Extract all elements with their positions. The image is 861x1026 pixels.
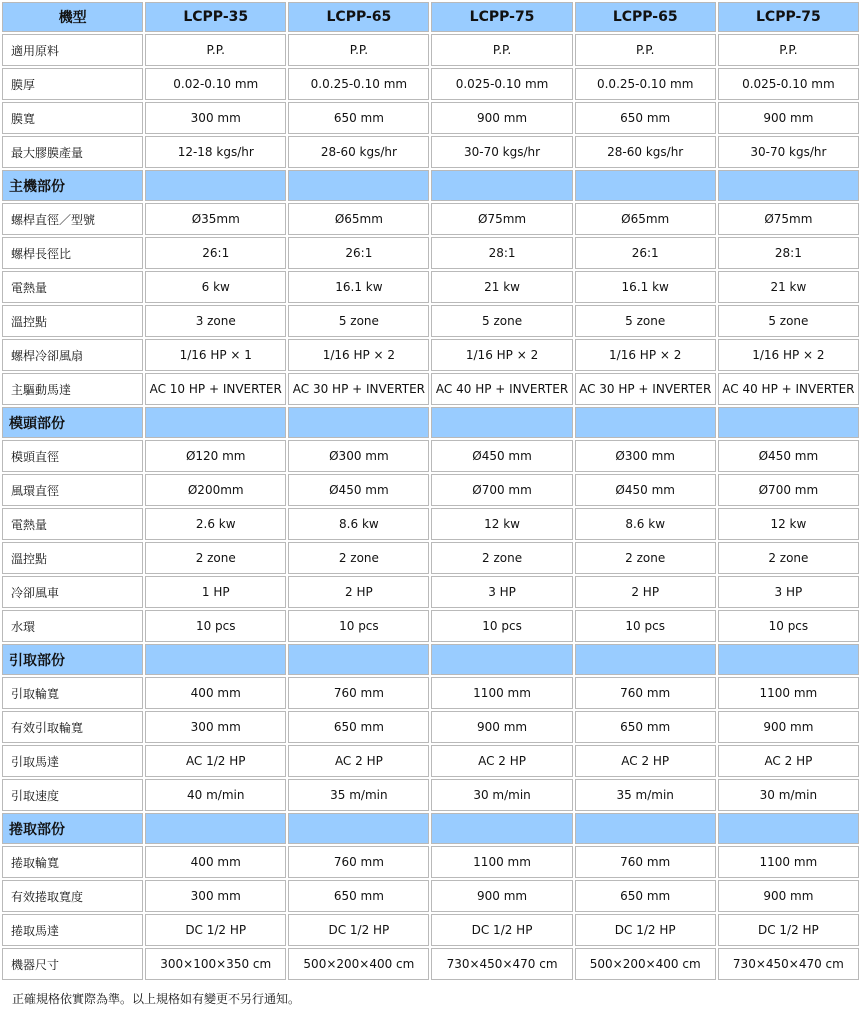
- spec-value-cell: 28-60 kgs/hr: [288, 136, 429, 168]
- spec-value-cell: 760 mm: [288, 846, 429, 878]
- spec-value-cell: 30-70 kgs/hr: [431, 136, 572, 168]
- row-label: 冷卻風車: [2, 576, 143, 608]
- spec-value-cell: 300×100×350 cm: [145, 948, 286, 980]
- header-model: LCPP-75: [718, 2, 859, 32]
- spec-value-cell: AC 30 HP + INVERTER: [575, 373, 716, 405]
- section-header-row: [2, 170, 859, 201]
- spec-value-cell: 650 mm: [575, 880, 716, 912]
- spec-value-cell: 900 mm: [431, 880, 572, 912]
- row-label: 模頭直徑: [2, 440, 143, 472]
- section-filler-cell: [575, 644, 716, 675]
- spec-value-cell: 3 HP: [718, 576, 859, 608]
- spec-value-cell: 12 kw: [431, 508, 572, 540]
- spec-value-cell: 26:1: [145, 237, 286, 269]
- section-title: 模頭部份: [2, 407, 143, 438]
- spec-value-cell: 760 mm: [575, 846, 716, 878]
- spec-value-cell: P.P.: [575, 34, 716, 66]
- spec-value-cell: 2 zone: [431, 542, 572, 574]
- table-row: [2, 305, 859, 337]
- row-label: 螺桿直徑／型號: [2, 203, 143, 235]
- table-row: [2, 339, 859, 371]
- section-filler-cell: [718, 407, 859, 438]
- spec-value-cell: Ø450 mm: [575, 474, 716, 506]
- spec-value-cell: 5 zone: [575, 305, 716, 337]
- spec-value-cell: 730×450×470 cm: [431, 948, 572, 980]
- row-label: 捲取馬達: [2, 914, 143, 946]
- spec-value-cell: Ø35mm: [145, 203, 286, 235]
- section-header-row: [2, 644, 859, 675]
- spec-value-cell: 1/16 HP × 2: [718, 339, 859, 371]
- row-label: 電熱量: [2, 271, 143, 303]
- spec-value-cell: 300 mm: [145, 880, 286, 912]
- spec-value-cell: 300 mm: [145, 711, 286, 743]
- section-header-row: [2, 407, 859, 438]
- section-filler-cell: [431, 170, 572, 201]
- section-filler-cell: [431, 407, 572, 438]
- spec-value-cell: Ø200mm: [145, 474, 286, 506]
- spec-value-cell: 900 mm: [431, 102, 572, 134]
- section-filler-cell: [718, 170, 859, 201]
- section-title: 引取部份: [2, 644, 143, 675]
- spec-value-cell: AC 40 HP + INVERTER: [431, 373, 572, 405]
- row-label: 適用原料: [2, 34, 143, 66]
- spec-value-cell: 300 mm: [145, 102, 286, 134]
- spec-value-cell: 650 mm: [575, 102, 716, 134]
- spec-value-cell: 21 kw: [431, 271, 572, 303]
- table-row: [2, 677, 859, 709]
- spec-value-cell: 28:1: [718, 237, 859, 269]
- spec-value-cell: DC 1/2 HP: [431, 914, 572, 946]
- row-label: 最大膠膜產量: [2, 136, 143, 168]
- spec-value-cell: 28:1: [431, 237, 572, 269]
- spec-value-cell: 2 zone: [145, 542, 286, 574]
- header-model: LCPP-65: [575, 2, 716, 32]
- section-title: 主機部份: [2, 170, 143, 201]
- table-row: [2, 237, 859, 269]
- spec-value-cell: 760 mm: [575, 677, 716, 709]
- spec-value-cell: P.P.: [718, 34, 859, 66]
- spec-value-cell: 2 zone: [575, 542, 716, 574]
- spec-value-cell: 2 zone: [718, 542, 859, 574]
- spec-value-cell: 5 zone: [288, 305, 429, 337]
- header-row: [2, 2, 859, 32]
- row-label: 螺桿冷卻風扇: [2, 339, 143, 371]
- spec-value-cell: Ø75mm: [718, 203, 859, 235]
- spec-value-cell: 28-60 kgs/hr: [575, 136, 716, 168]
- spec-value-cell: 400 mm: [145, 677, 286, 709]
- table-row: [2, 576, 859, 608]
- table-row: [2, 373, 859, 405]
- spec-value-cell: 900 mm: [431, 711, 572, 743]
- spec-value-cell: 900 mm: [718, 102, 859, 134]
- spec-value-cell: 1100 mm: [431, 846, 572, 878]
- spec-value-cell: DC 1/2 HP: [718, 914, 859, 946]
- section-filler-cell: [575, 813, 716, 844]
- spec-value-cell: Ø65mm: [288, 203, 429, 235]
- table-row: [2, 610, 859, 642]
- spec-value-cell: P.P.: [288, 34, 429, 66]
- table-row: [2, 34, 859, 66]
- spec-value-cell: DC 1/2 HP: [288, 914, 429, 946]
- spec-value-cell: 3 zone: [145, 305, 286, 337]
- spec-value-cell: 0.025-0.10 mm: [718, 68, 859, 100]
- spec-value-cell: 21 kw: [718, 271, 859, 303]
- spec-table-body: [2, 2, 859, 980]
- spec-value-cell: 8.6 kw: [575, 508, 716, 540]
- row-label: 捲取輪寬: [2, 846, 143, 878]
- section-filler-cell: [288, 170, 429, 201]
- spec-value-cell: DC 1/2 HP: [575, 914, 716, 946]
- section-filler-cell: [145, 170, 286, 201]
- table-row: [2, 68, 859, 100]
- spec-value-cell: 900 mm: [718, 711, 859, 743]
- table-row: [2, 542, 859, 574]
- row-label: 引取速度: [2, 779, 143, 811]
- spec-value-cell: 900 mm: [718, 880, 859, 912]
- spec-value-cell: 26:1: [575, 237, 716, 269]
- table-row: [2, 914, 859, 946]
- spec-value-cell: 30 m/min: [431, 779, 572, 811]
- spec-value-cell: Ø75mm: [431, 203, 572, 235]
- header-model: LCPP-65: [288, 2, 429, 32]
- table-row: [2, 711, 859, 743]
- spec-value-cell: 16.1 kw: [575, 271, 716, 303]
- spec-value-cell: 40 m/min: [145, 779, 286, 811]
- spec-value-cell: 650 mm: [288, 102, 429, 134]
- section-filler-cell: [718, 644, 859, 675]
- spec-value-cell: 5 zone: [431, 305, 572, 337]
- section-filler-cell: [718, 813, 859, 844]
- spec-value-cell: 2 zone: [288, 542, 429, 574]
- spec-value-cell: AC 2 HP: [431, 745, 572, 777]
- row-label: 溫控點: [2, 542, 143, 574]
- spec-value-cell: Ø450 mm: [288, 474, 429, 506]
- header-label: 機型: [2, 2, 143, 32]
- row-label: 機器尺寸: [2, 948, 143, 980]
- spec-value-cell: 10 pcs: [718, 610, 859, 642]
- table-row: [2, 948, 859, 980]
- section-header-row: [2, 813, 859, 844]
- table-row: [2, 880, 859, 912]
- spec-value-cell: 10 pcs: [431, 610, 572, 642]
- spec-value-cell: 30 m/min: [718, 779, 859, 811]
- spec-value-cell: 2 HP: [288, 576, 429, 608]
- spec-value-cell: 0.0.25-0.10 mm: [575, 68, 716, 100]
- section-filler-cell: [575, 170, 716, 201]
- spec-value-cell: DC 1/2 HP: [145, 914, 286, 946]
- section-filler-cell: [431, 813, 572, 844]
- spec-value-cell: 12 kw: [718, 508, 859, 540]
- spec-value-cell: 0.025-0.10 mm: [431, 68, 572, 100]
- section-filler-cell: [575, 407, 716, 438]
- spec-value-cell: Ø300 mm: [575, 440, 716, 472]
- spec-value-cell: 2.6 kw: [145, 508, 286, 540]
- spec-value-cell: 16.1 kw: [288, 271, 429, 303]
- spec-value-cell: 26:1: [288, 237, 429, 269]
- section-filler-cell: [288, 813, 429, 844]
- spec-value-cell: AC 2 HP: [718, 745, 859, 777]
- spec-value-cell: 35 m/min: [575, 779, 716, 811]
- table-row: [2, 271, 859, 303]
- row-label: 主驅動馬達: [2, 373, 143, 405]
- spec-value-cell: 8.6 kw: [288, 508, 429, 540]
- spec-value-cell: 12-18 kgs/hr: [145, 136, 286, 168]
- spec-value-cell: 1 HP: [145, 576, 286, 608]
- row-label: 溫控點: [2, 305, 143, 337]
- spec-value-cell: 1/16 HP × 2: [288, 339, 429, 371]
- spec-value-cell: 35 m/min: [288, 779, 429, 811]
- spec-value-cell: 760 mm: [288, 677, 429, 709]
- spec-value-cell: 3 HP: [431, 576, 572, 608]
- footnote: 正確規格依實際為準。以上規格如有變更不另行通知。: [12, 992, 301, 1006]
- row-label: 引取輪寬: [2, 677, 143, 709]
- spec-value-cell: AC 2 HP: [288, 745, 429, 777]
- table-row: [2, 745, 859, 777]
- section-filler-cell: [288, 407, 429, 438]
- spec-value-cell: Ø300 mm: [288, 440, 429, 472]
- spec-value-cell: 1100 mm: [718, 846, 859, 878]
- spec-value-cell: 5 zone: [718, 305, 859, 337]
- table-row: [2, 846, 859, 878]
- spec-value-cell: P.P.: [145, 34, 286, 66]
- spec-value-cell: AC 30 HP + INVERTER: [288, 373, 429, 405]
- spec-value-cell: 1100 mm: [431, 677, 572, 709]
- row-label: 膜寬: [2, 102, 143, 134]
- table-row: [2, 779, 859, 811]
- spec-value-cell: 1100 mm: [718, 677, 859, 709]
- row-label: 螺桿長徑比: [2, 237, 143, 269]
- table-row: [2, 136, 859, 168]
- header-model: LCPP-35: [145, 2, 286, 32]
- spec-value-cell: 10 pcs: [575, 610, 716, 642]
- spec-value-cell: 10 pcs: [288, 610, 429, 642]
- spec-value-cell: 10 pcs: [145, 610, 286, 642]
- row-label: 風環直徑: [2, 474, 143, 506]
- spec-value-cell: 650 mm: [288, 880, 429, 912]
- section-filler-cell: [145, 644, 286, 675]
- spec-value-cell: 1/16 HP × 1: [145, 339, 286, 371]
- spec-value-cell: AC 10 HP + INVERTER: [145, 373, 286, 405]
- row-label: 有效引取輪寬: [2, 711, 143, 743]
- spec-value-cell: Ø700 mm: [718, 474, 859, 506]
- table-row: [2, 508, 859, 540]
- spec-value-cell: 30-70 kgs/hr: [718, 136, 859, 168]
- spec-value-cell: 730×450×470 cm: [718, 948, 859, 980]
- section-filler-cell: [288, 644, 429, 675]
- table-row: [2, 203, 859, 235]
- spec-value-cell: P.P.: [431, 34, 572, 66]
- header-model: LCPP-75: [431, 2, 572, 32]
- spec-value-cell: 400 mm: [145, 846, 286, 878]
- spec-value-cell: 650 mm: [575, 711, 716, 743]
- section-filler-cell: [145, 407, 286, 438]
- spec-value-cell: 1/16 HP × 2: [575, 339, 716, 371]
- spec-value-cell: 650 mm: [288, 711, 429, 743]
- table-row: [2, 474, 859, 506]
- spec-value-cell: Ø450 mm: [431, 440, 572, 472]
- table-row: [2, 102, 859, 134]
- spec-value-cell: 0.02-0.10 mm: [145, 68, 286, 100]
- spec-value-cell: 500×200×400 cm: [288, 948, 429, 980]
- spec-value-cell: Ø700 mm: [431, 474, 572, 506]
- row-label: 引取馬達: [2, 745, 143, 777]
- table-row: [2, 440, 859, 472]
- section-filler-cell: [431, 644, 572, 675]
- spec-value-cell: AC 2 HP: [575, 745, 716, 777]
- spec-value-cell: 6 kw: [145, 271, 286, 303]
- spec-value-cell: 1/16 HP × 2: [431, 339, 572, 371]
- row-label: 電熱量: [2, 508, 143, 540]
- spec-value-cell: Ø120 mm: [145, 440, 286, 472]
- row-label: 水環: [2, 610, 143, 642]
- spec-value-cell: 500×200×400 cm: [575, 948, 716, 980]
- spec-value-cell: AC 40 HP + INVERTER: [718, 373, 859, 405]
- spec-value-cell: 2 HP: [575, 576, 716, 608]
- spec-value-cell: 0.0.25-0.10 mm: [288, 68, 429, 100]
- section-title: 捲取部份: [2, 813, 143, 844]
- spec-value-cell: AC 1/2 HP: [145, 745, 286, 777]
- spec-value-cell: Ø65mm: [575, 203, 716, 235]
- row-label: 膜厚: [2, 68, 143, 100]
- row-label: 有效捲取寬度: [2, 880, 143, 912]
- spec-value-cell: Ø450 mm: [718, 440, 859, 472]
- section-filler-cell: [145, 813, 286, 844]
